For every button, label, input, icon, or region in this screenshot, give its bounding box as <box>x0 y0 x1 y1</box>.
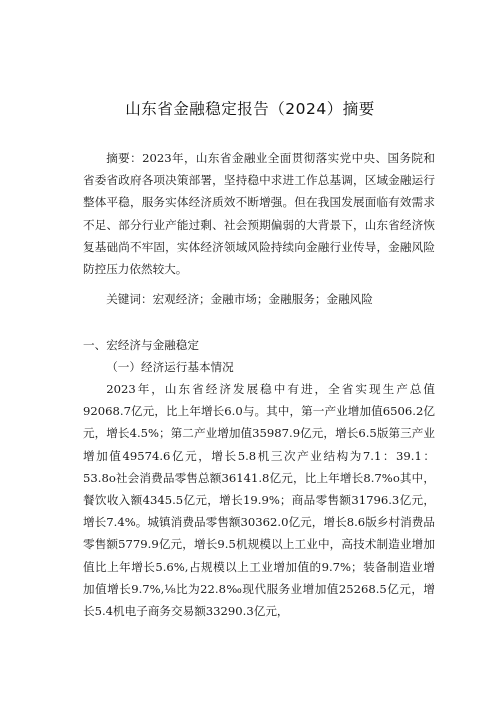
document-title: 山东省金融稳定报告（2024）摘要 <box>125 100 375 118</box>
abstract-paragraph: 摘要：2023年，山东省金融业全面贯彻落实党中央、国务院和省委省政府各项决策部署，坚持稳中求进工作总基调，区域金融运行整体平稳，服务实体经济质效不断增强。但在我国发展面临有效需求不足、部分行业产能过剩、社会预期偏弱的大背景下，山东省经济恢复基础尚不牢固，实体经济领域风险持续向金融行业传导，金融风险防控压力依然较大。 <box>83 151 435 277</box>
keywords-line: 关键词：宏观经济；金融市场；金融服务；金融风险 <box>106 292 373 306</box>
body-paragraph-1: 2023年，山东省经济发展稳中有进，全省实现生产总值92068.7亿元，比上年增长6.0与。其中，第一产业增加值6506.2亿元，增长4.5%；第二产业增加值35987.9亿元，增长6.5版第三产业增加值49574.6亿元，增长5.8机三次产业结构为7.1：39.1：53.8o社会消费品零售总额36141.8亿元，比上年增长8.7%o其中，餐饮收入额4345.5亿元，增长19.9%；商品零售额31796.3亿元，增长7.4%。城镇消费品零售额30362.0亿元，增长8.6版乡村消费品零售额5779.9亿元，增长9.5机规模以上工业中，高技术制造业增加值比上年增长5.6%,占规模以上工业增加值的9.7%；装备制造业增加值增长9.7%,⅛比为22.8‰现代服务业增加值25268.5亿元，增长5.4机电子商务交易额33290.3亿元， <box>83 382 435 619</box>
section-heading-1: 一、宏经济与金融稳定 <box>83 338 199 352</box>
subsection-heading-1-1: （一）经济运行基本情况 <box>106 360 234 374</box>
